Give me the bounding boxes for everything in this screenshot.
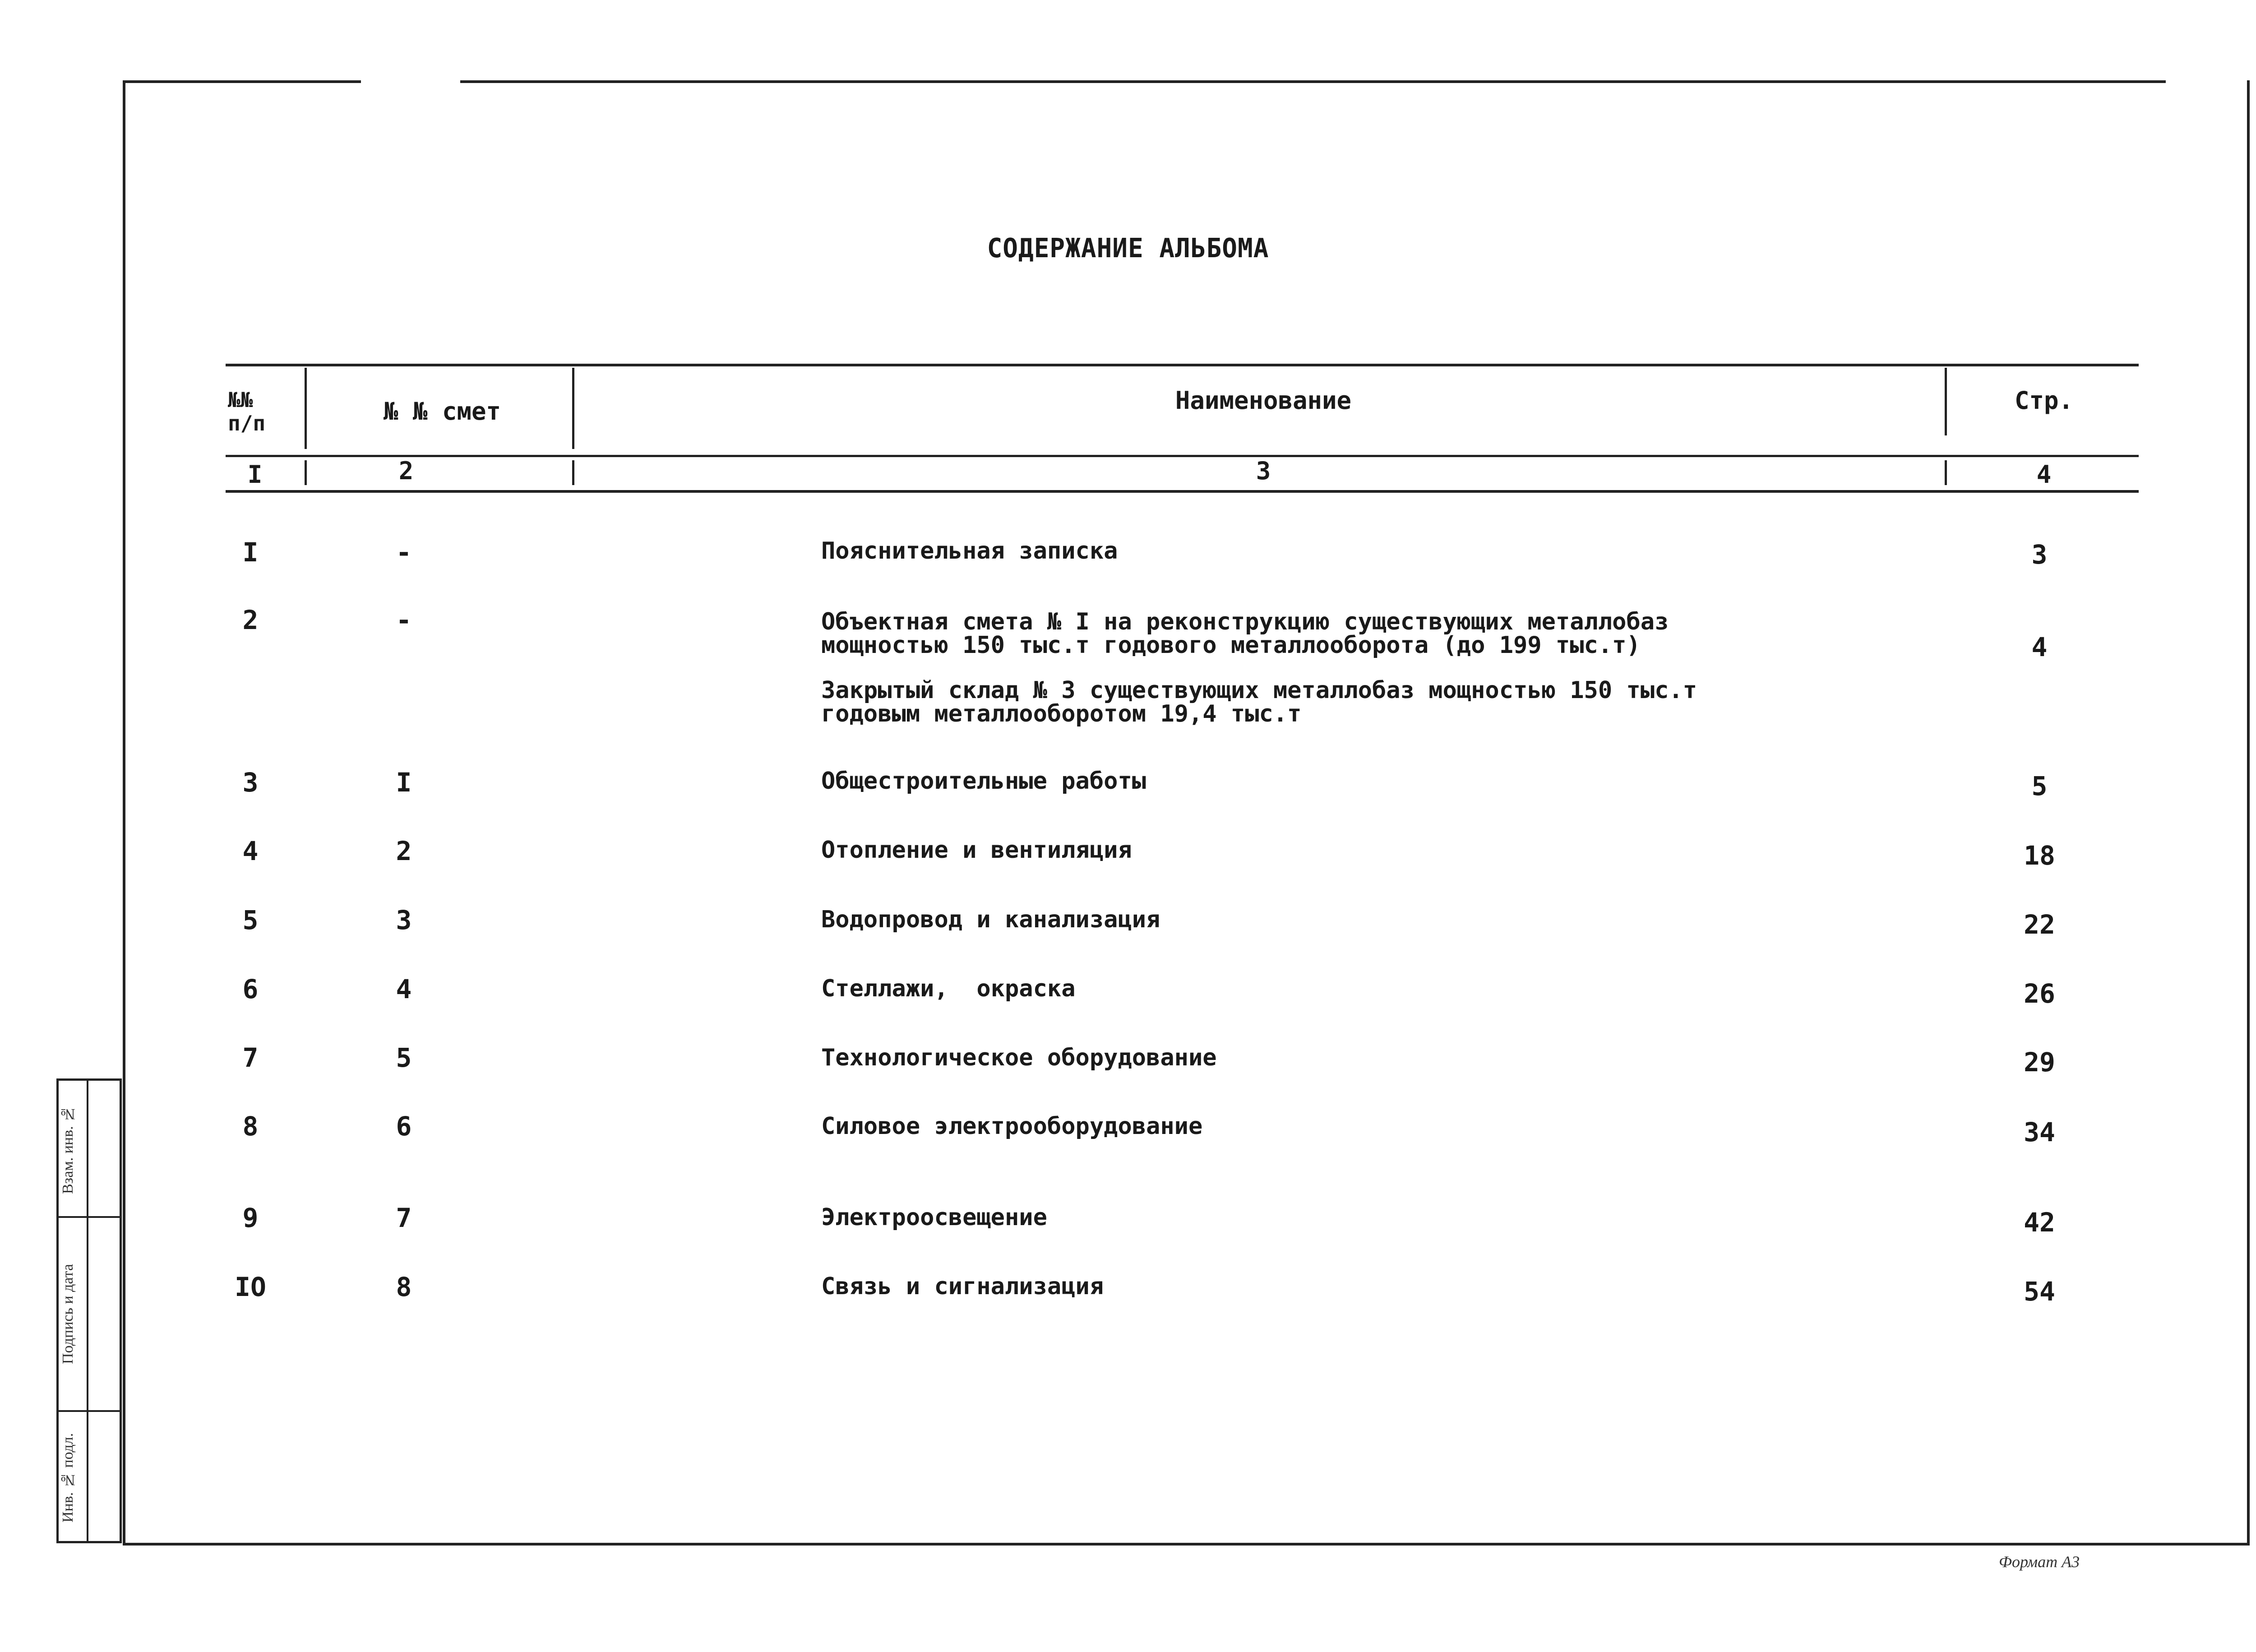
row-number: I (242, 537, 259, 568)
stamp-label: Подпись и дата (60, 1264, 76, 1365)
header-no: №№ п/п (228, 388, 266, 435)
header-estimate: № № смет (383, 397, 501, 426)
row-number: 3 (242, 767, 259, 798)
header-divider (305, 368, 307, 449)
stamp-row-divider (59, 1410, 120, 1412)
row-estimate: 7 (396, 1203, 412, 1233)
header-divider (1945, 368, 1947, 435)
frame-gap (2166, 77, 2247, 86)
header-divider (572, 368, 574, 449)
row-name: Связь и сигнализация (821, 1273, 1104, 1300)
row-page: 3 (2031, 539, 2048, 570)
stamp-label: Инв. № подл. (60, 1433, 76, 1523)
column-number-rule (226, 490, 2139, 493)
row-estimate: 3 (396, 905, 412, 935)
column-number: 4 (2036, 460, 2052, 489)
row-page: 26 (2024, 978, 2055, 1009)
row-name: Закрытый склад № 3 существующих металлобаз мощностью 150 тыс.т годовым металлооборотом 19,4 тыс.т (821, 677, 1697, 727)
number-divider (572, 460, 574, 485)
row-page: 54 (2024, 1276, 2055, 1307)
header-top-rule (226, 364, 2139, 366)
row-estimate: 4 (396, 974, 412, 1004)
page-title: СОДЕРЖАНИЕ АЛЬБОМА (987, 233, 1269, 264)
row-name: Электроосвещение (821, 1204, 1047, 1231)
row-number: 5 (242, 905, 259, 935)
row-name: Технологическое оборудование (821, 1044, 1217, 1071)
row-name: Стеллажи, окраска (821, 975, 1076, 1002)
header-name: Наименование (1175, 386, 1352, 415)
column-number: I (247, 460, 263, 489)
row-number: 4 (242, 836, 259, 866)
column-number: 3 (1256, 457, 1271, 485)
row-number: 6 (242, 974, 259, 1004)
row-number: 8 (242, 1111, 259, 1142)
row-page: 34 (2024, 1117, 2055, 1148)
row-name: Отопление и вентиляция (821, 837, 1132, 864)
row-estimate: 6 (396, 1111, 412, 1142)
row-estimate: - (396, 537, 412, 568)
row-number: IO (235, 1272, 266, 1302)
row-name: Водопровод и канализация (821, 906, 1160, 933)
sheet-frame (123, 80, 2250, 1546)
row-page: 4 (2031, 632, 2048, 662)
row-number: 9 (242, 1203, 259, 1233)
number-divider (1945, 460, 1947, 485)
row-number: 7 (242, 1042, 259, 1073)
format-note: Формат А3 (1999, 1553, 2080, 1571)
row-page: 29 (2024, 1047, 2055, 1078)
stamp-column-divider (87, 1081, 88, 1541)
row-name: Пояснительная записка (821, 537, 1118, 565)
row-page: 22 (2024, 909, 2055, 940)
frame-gap (361, 77, 460, 86)
row-estimate: I (396, 767, 412, 798)
row-name: Объектная смета № I на реконструкцию существующих металлобаз мощностью 150 тыс.т годового металлооборота (до 199 тыс.т) (821, 608, 1669, 659)
row-page: 18 (2024, 840, 2055, 871)
row-number: 2 (242, 605, 259, 635)
number-divider (305, 460, 307, 485)
column-number: 2 (398, 457, 414, 485)
stamp-row-divider (59, 1216, 120, 1218)
side-stamp (56, 1078, 122, 1543)
row-name: Общестроительные работы (821, 768, 1146, 795)
row-page: 42 (2024, 1207, 2055, 1238)
header-page: Стр. (2014, 386, 2074, 415)
row-name: Силовое электрооборудование (821, 1113, 1203, 1140)
row-estimate: 2 (396, 836, 412, 866)
row-estimate: 5 (396, 1042, 412, 1073)
row-estimate: - (396, 605, 412, 635)
stamp-label: Взам. инв. № (60, 1105, 76, 1194)
row-page: 5 (2031, 771, 2048, 801)
row-estimate: 8 (396, 1272, 412, 1302)
